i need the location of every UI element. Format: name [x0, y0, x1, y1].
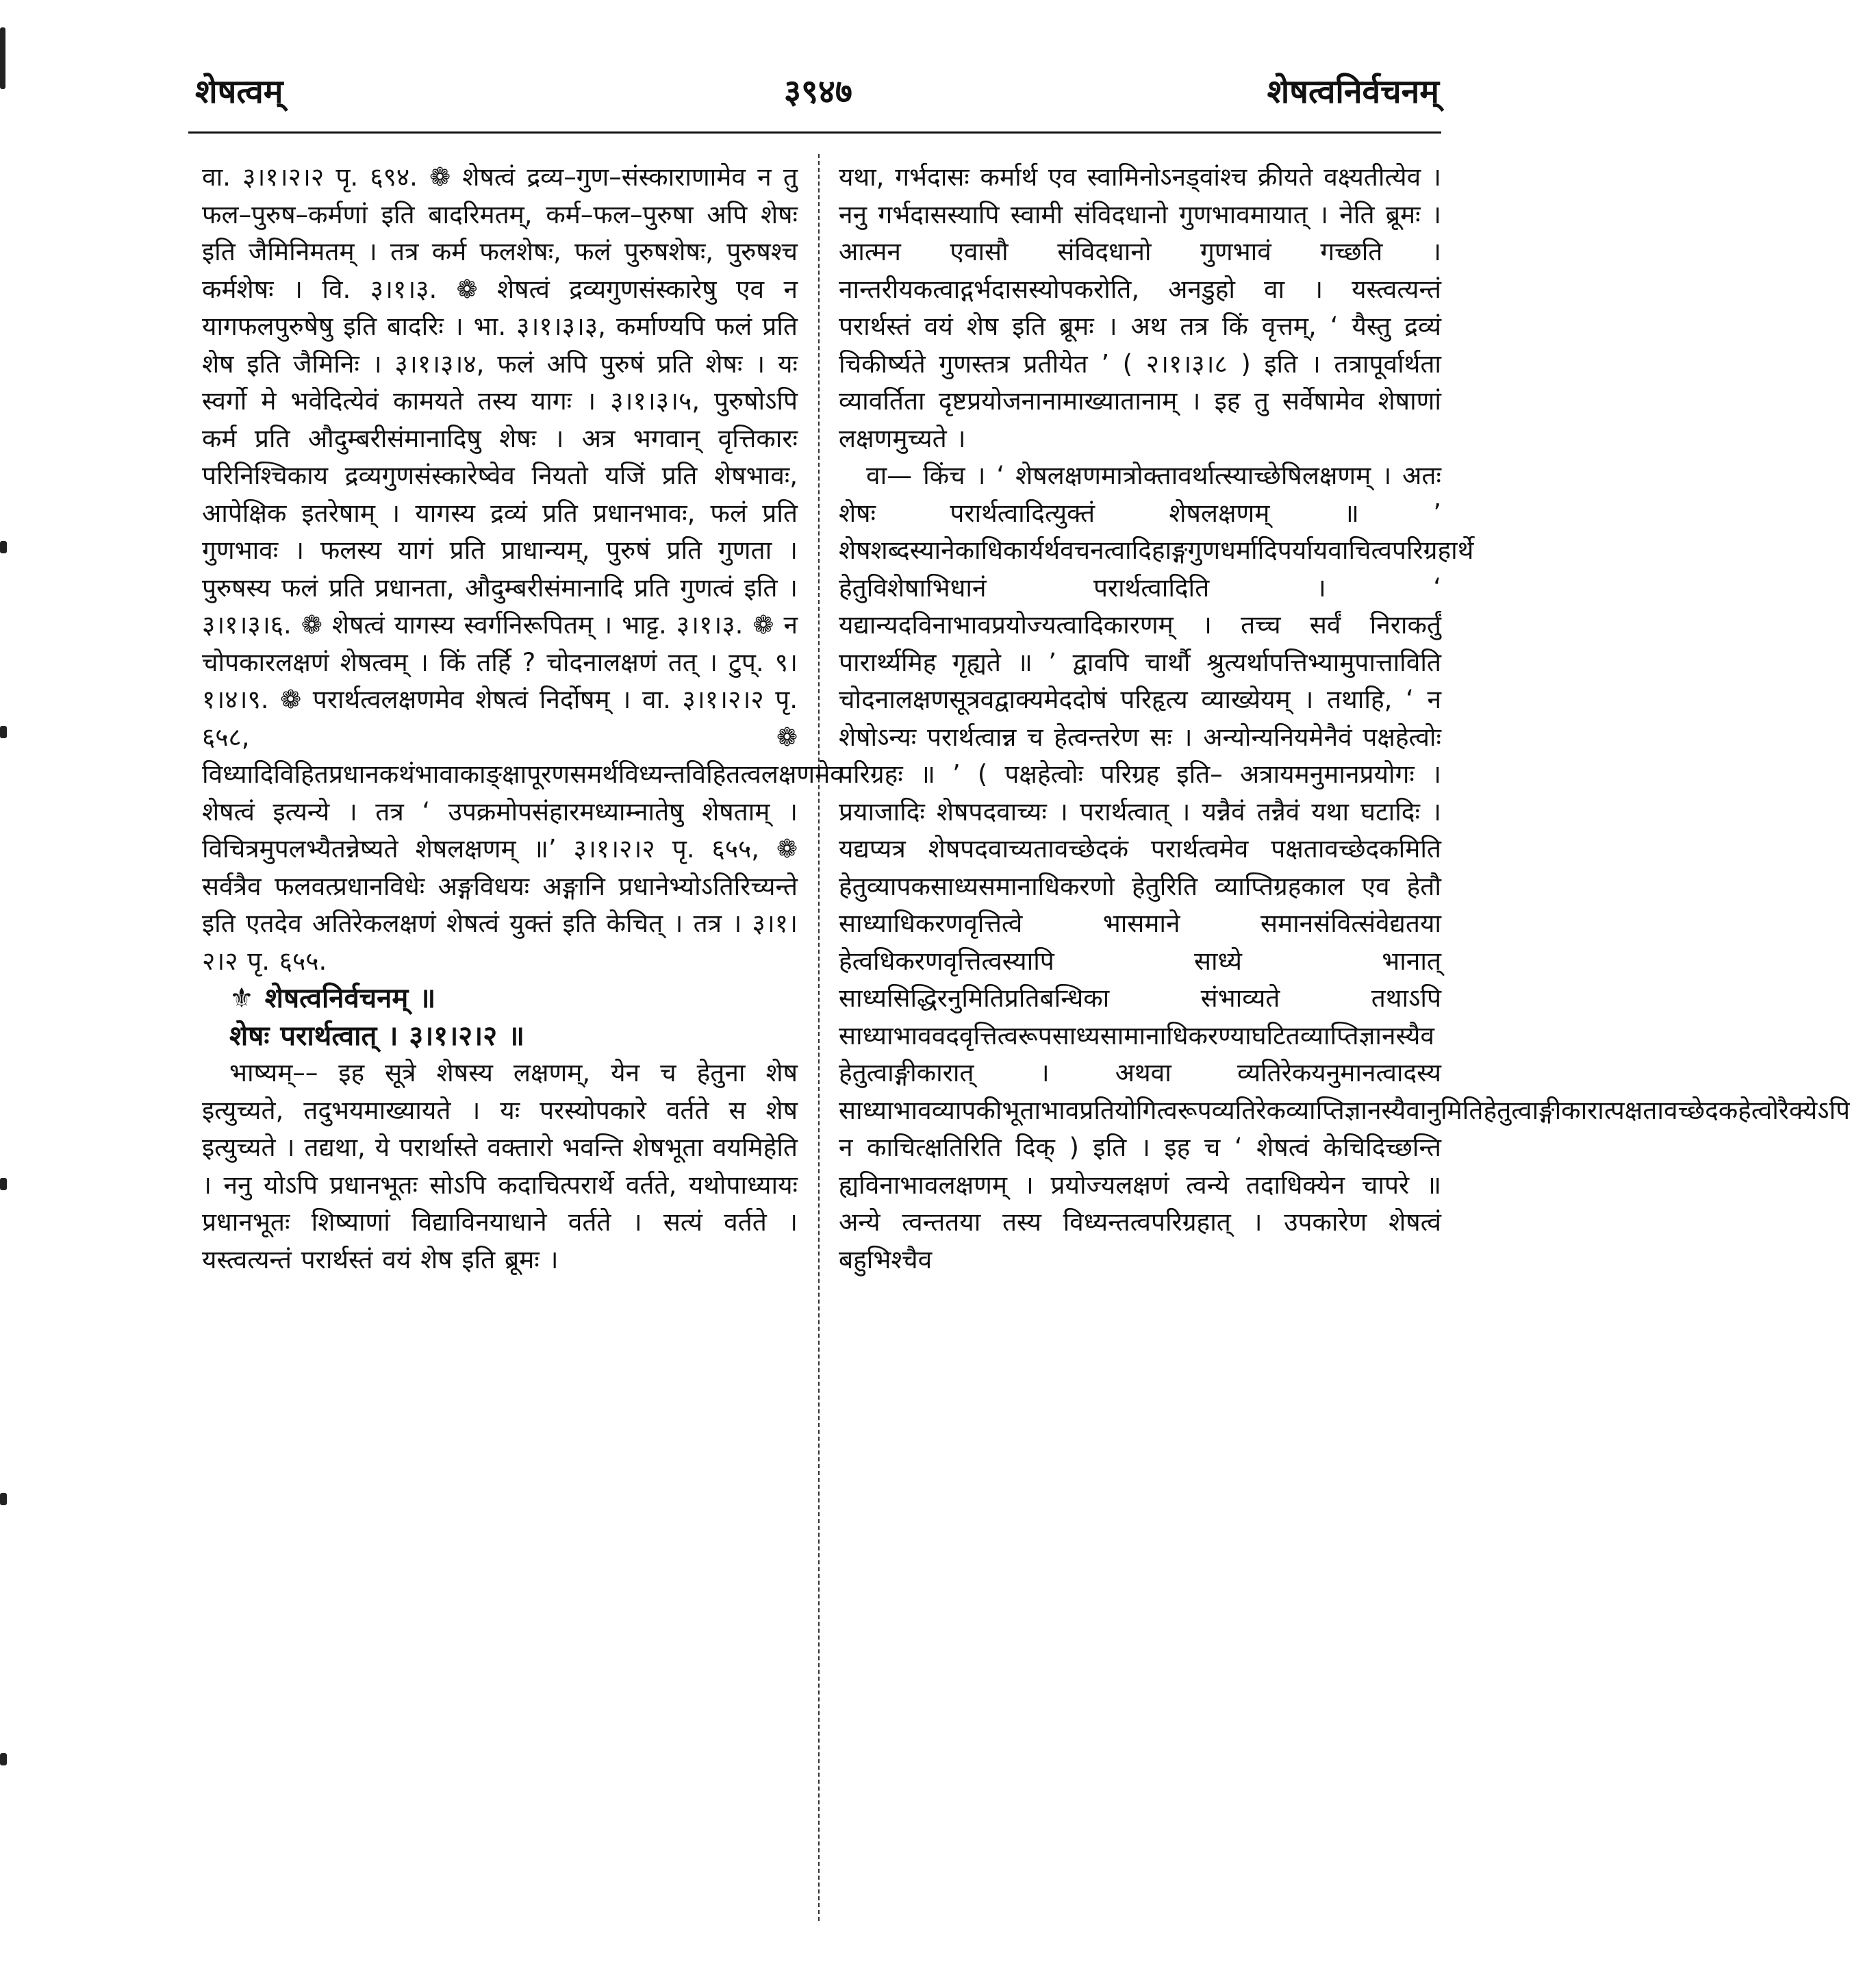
header-right-title: शेषत्वनिर्वचनम् [1267, 73, 1439, 111]
vartika-paragraph: वा— किंच । ‘ शेषलक्षणमात्रोक्तावर्थात्स्याच्छेषिलक्षणम् । अतः शेषः परार्थत्वादित्युक्तं शेषलक्षणम् ॥ ’ शेषशब्दस्यानेकाधिकार्यर्थवचनत्वादिहाङ्गगुणधर्मादिपर्यायवाचित्वपरिग्रहार्थे हेतुविशेषाभिधानं परार्थत्वादिति । ‘ यद्यान्यदविनाभावप्रयोज्यत्वादिकारणम् । तच्च सर्वं निराकर्तुं पारार्थ्यमिह गृह्यते ॥ ’ द्वावपि चार्थौ श्रुत्यर्थापत्तिभ्यामुपात्ताविति चोदनालक्षणसूत्रवद्वाक्यमेददोषं परिहृत्य व्याख्येयम् । तथाहि, ‘ न शेषोऽन्यः परार्थत्वान्न च हेत्वन्तरेण सः । अन्योन्यनियमेनैवं पक्षहेत्वोः परिग्रहः ॥ ’ ( पक्षहेत्वोः परिग्रह इति– अत्रायमनुमानप्रयोगः । प्रयाजादिः शेषपदवाच्यः । परार्थत्वात् । यन्नैवं तन्नैवं यथा घटादिः । यद्यप्यत्र शेषपदवाच्यतावच्छेदकं परार्थत्वमेव पक्षतावच्छेदकमिति हेतुव्यापकसाध्यसमानाधिकरणो हेतुरिति व्याप्तिग्रहकाल एव हेतौ साध्याधिकरणवृत्तित्वे भासमाने समानसंवित्संवेद्यतया हेत्वधिकरणवृत्तित्वस्यापि साध्ये भानात् साध्यसिद्धिरनुमितिप्रतिबन्धिका संभाव्यते तथाऽपि साध्याभाववदवृत्तित्वरूपसाध्यसामानाधिकरण्याघटितव्याप्तिज्ञानस्यैव हेतुत्वाङ्गीकारात् । अथवा व्यतिरेकयनुमानत्वादस्य साध्याभावव्यापकीभूताभावप्रतियोगित्वरूपव्यतिरेकव्याप्तिज्ञानस्यैवानुमितिहेतुत्वाङ्गीकारात्पक्षतावच्छेदकहेत्वोरैक्येऽपि न काचित्क्षतिरिति दिक् ) इति । इह च ‘ शेषत्वं केचिदिच्छन्ति ह्यविनाभावलक्षणम् । प्रयोज्यलक्षणं त्वन्ये तदाधिक्येन चापरे ॥ अन्ये त्वन्ततया तस्य विध्यन्तत्वपरिग्रहात् । उपकारेण शेषत्वं बहुभिश्चैव [839, 461, 1850, 1274]
right-paragraph-continuation: यथा, गर्भदासः कर्मार्थ एव स्वामिनोऽनड्वांश्च क्रीयते वक्ष्यतीत्येव । ननु गर्भदासस्यापि स्वामी संविदधानो गुणभावमायात् । नेति ब्रूमः । आत्मन एवासौ संविदधानो गुणभावं गच्छति । नान्तरीयकत्वाद्गर्भदासस्योपकरोति, अनडुहो वा । यस्त्वत्यन्तं परार्थस्तं वयं शेष इति ब्रूमः । अथ तत्र किं वृत्तम्, ‘ यैस्तु द्रव्यं चिकीर्ष्यते गुणस्तत्र प्रतीयेत ’ ( २।१।३।८ ) इति । तत्रापूर्वार्थता व्यावर्तिता दृष्टप्रयोजनानामाख्यातानाम् । इह तु सर्वेषामेव शेषाणां लक्षणमुच्यते । [839, 162, 1441, 453]
left-column [202, 159, 844, 1912]
left-paragraph-references: वा. ३।१।२।२ पृ. ६९४. ❁ शेषत्वं द्रव्य–गुण–संस्काराणामेव न तु फल–पुरुष–कर्मणां इति बादरिमतम्, कर्म–फल–पुरुषा अपि शेषः इति जैमिनिमतम् । तत्र कर्म फलशेषः, फलं पुरुषशेषः, पुरुषश्च कर्मशेषः । वि. ३।१।३. ❁ शेषत्वं द्रव्यगुणसंस्कारेषु एव न यागफलपुरुषेषु इति बादरिः । भा. ३।१।३।३, कर्माण्यपि फलं प्रति शेष इति जैमिनिः । ३।१।३।४, फलं अपि पुरुषं प्रति शेषः । यः स्वर्गो मे भवेदित्येवं कामयते तस्य यागः । ३।१।३।५, पुरुषोऽपि कर्म प्रति औदुम्बरीसंमानादिषु शेषः । अत्र भगवान् वृत्तिकारः परिनिश्चिकाय द्रव्यगुणसंस्कारेष्वेव नियतो यजिं प्रति शेषभावः, आपेक्षिक इतरेषाम् । यागस्य द्रव्यं प्रति प्रधानभावः, फलं प्रति गुणभावः । फलस्य यागं प्रति प्राधान्यम्, पुरुषं प्रति गुणता । पुरुषस्य फलं प्रति प्रधानता, औदुम्बरीसंमानादि प्रति गुणत्वं इति । ३।१।३।६. ❁ शेषत्वं यागस्य स्वर्गनिरूपितम् । भाट्ट. ३।१।३. ❁ न चोपकारलक्षणं शेषत्वम् । किं तर्हि ? चोदनालक्षणं तत् । टुप्. ९।१।४।९. ❁ परार्थत्वलक्षणमेव शेषत्वं निर्दोषम् । वा. ३।१।२।२ पृ. ६५८, ❁ विध्यादिविहितप्रधानकथंभावाकाङ्क्षापूरणसमर्थविध्यन्तविहितत्वलक्षणमेव शेषत्वं इत्यन्ये । तत्र ‘ उपक्रमोपसंहारमध्याम्नातेषु शेषताम् । विचित्रमुपलभ्यैतन्नेष्यते शेषलक्षणम् ॥’ ३।१।२।२ पृ. ६५५, ❁ सर्वत्रैव फलवत्प्रधानविधेः अङ्गविधयः अङ्गानि प्रधानेभ्योऽतिरिच्यन्ते इति एतदेव अतिरेकलक्षणं शेषत्वं युक्तं इति केचित् । तत्र । ३।१।२।२ पृ. ६५५. [202, 162, 844, 976]
header-left-title: शेषत्वम् [195, 73, 283, 111]
page-number: ३९४७ [784, 73, 852, 111]
section-heading: ⚜ शेषत्वनिर्वचनम् ॥ [229, 983, 436, 1014]
margin-speck [0, 541, 7, 553]
sutra-line: शेषः परार्थत्वात् । ३।१।२।२ ॥ [229, 1020, 524, 1052]
margin-speck [0, 726, 7, 738]
margin-speck [0, 1493, 7, 1505]
running-head [195, 55, 1439, 116]
column-divider [818, 154, 820, 1921]
margin-speck [0, 27, 5, 89]
bhashya-paragraph: भाष्यम्–– इह सूत्रे शेषस्य लक्षणम्, येन च हेतुना शेष इत्युच्यते, तदुभयमाख्यायते । यः परस्योपकारे वर्तते स शेष इत्युच्यते । तद्यथा, ये परार्थास्ते वक्तारो भवन्ति शेषभूता वयमिहेति । ननु योऽपि प्रधानभूतः सोऽपि कदाचित्परार्थे वर्तते, यथोपाध्यायः प्रधानभूतः शिष्याणां विद्याविनयाधाने वर्तते । सत्यं वर्तते । यस्त्वत्यन्तं परार्थस्तं वयं शेष इति ब्रूमः । [202, 1058, 798, 1274]
margin-specks [0, 0, 21, 1988]
margin-speck [0, 1178, 7, 1190]
right-column [839, 159, 1850, 1926]
margin-speck [0, 1753, 7, 1765]
header-rule [188, 131, 1441, 134]
